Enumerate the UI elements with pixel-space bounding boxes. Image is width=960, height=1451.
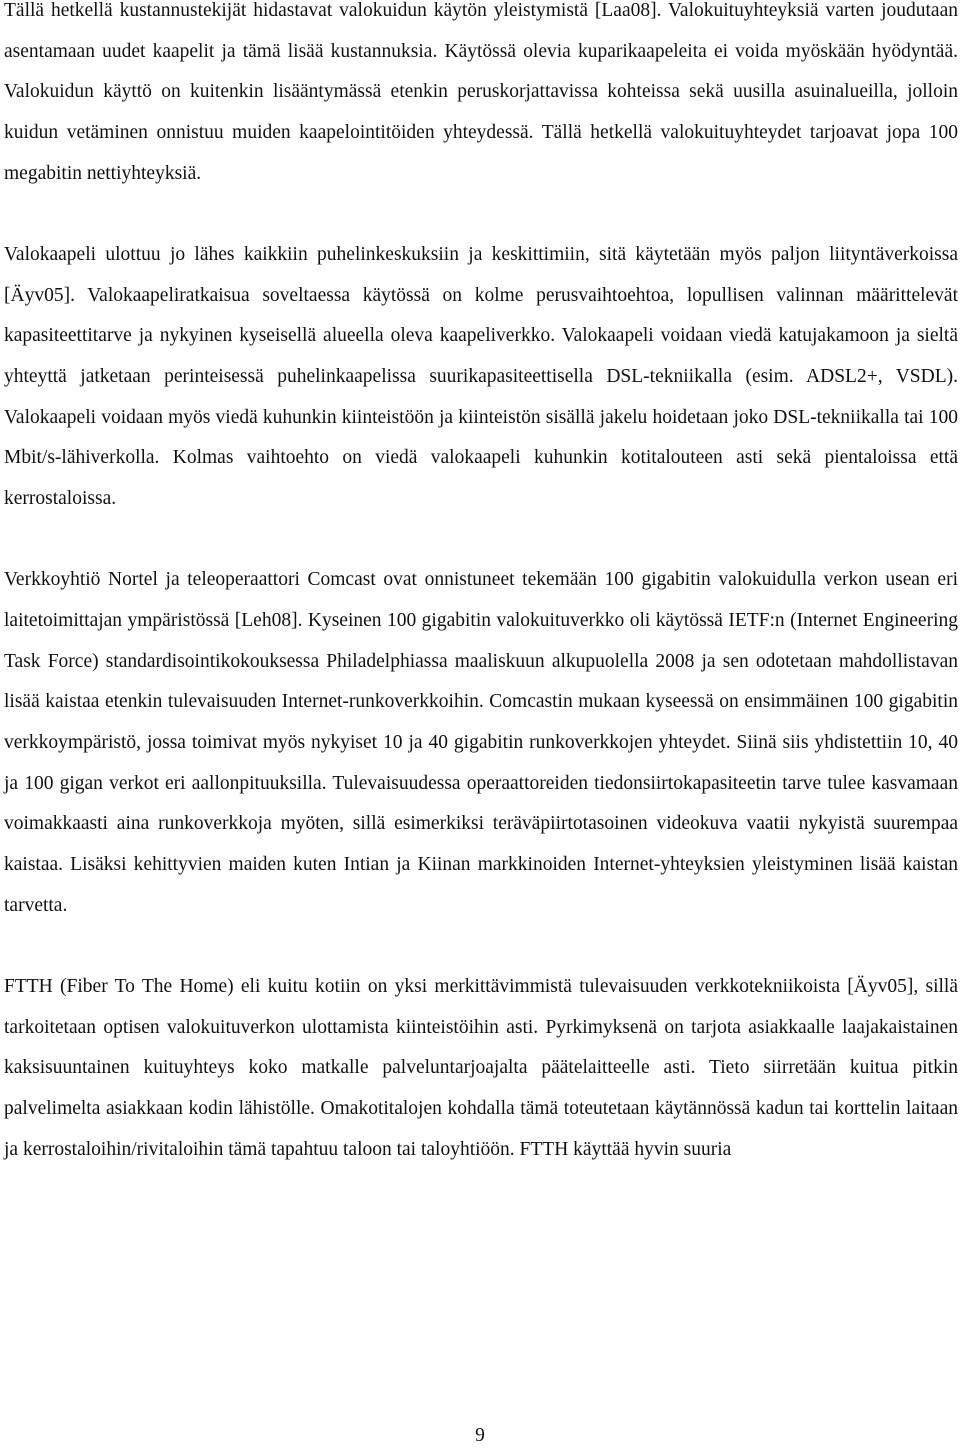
paragraph-ftth: FTTH (Fiber To The Home) eli kuitu kotiin on yksi merkittävimmistä tulevaisuuden verkkotekniikoista [Äyv05], sillä tarkoitetaan optisen valokuituverkon ulottamista kiinteistöihin asti. Pyrkimyksenä on tarjota asiakkaalle laajakaistainen kaksisuuntainen kuituyhteys koko matkalle palveluntarjoajalta päätelaitteelle asti. Tieto siirretään kuitua pitkin palvelimelta asiakkaan kodin lähistölle. Omakotitalojen kohdalla tämä toteutetaan käytännössä kadun tai korttelin laitaan ja kerrostaloihin/rivitaloihin tämä tapahtuu taloon tai taloyhtiöön. FTTH käyttää hyvin suuria — [4, 976, 958, 1160]
page-number: 9 — [475, 1425, 485, 1446]
paragraph-fiber-costs: Tällä hetkellä kustannustekijät hidastavat valokuidun käytön yleistymistä [Laa08]. Valokuituyhteyksiä varten joudutaan asentamaan uudet kaapelit ja tämä lisää kustannuksia. Käytössä olevia kuparikaapeleita ei voida myöskään hyödyntää. Valokuidun käyttö on kuitenkin lisääntymässä etenkin peruskorjattavissa kohteissa sekä uusilla asuinalueilla, jolloin kuidun vetäminen onnistuu muiden kaapelointitöiden yhteydessä. Tällä hetkellä valokuituyhteydet tarjoavat jopa 100 megabitin nettiyhteyksiä. — [4, 0, 958, 184]
paragraph-fiber-cable-options: Valokaapeli ulottuu jo lähes kaikkiin puhelinkeskuksiin ja keskittimiin, sitä käytetään myös paljon liityntäverkoissa [Äyv05]. Valokaapeliratkaisua soveltaessa käytössä on kolme perusvaihtoehtoa, lopullisen valinnan määrittelevät kapasiteettitarve ja nykyinen kyseisellä alueella oleva kaapeliverkko. Valokaapeli voidaan viedä katujakamoon ja sieltä yhteyttä jatketaan perinteisessä puhelinkaapelissa suurikapasiteettisella DSL-tekniikalla (esim. ADSL2+, VSDL). Valokaapeli voidaan myös viedä kuhunkin kiinteistöön ja kiinteistön sisällä jakelu hoidetaan joko DSL-tekniikalla tai 100 Mbit/s-lähiverkolla. Kolmas vaihtoehto on viedä valokaapeli kuhunkin kotitalouteen asti sekä pientaloissa että kerrostaloissa. — [4, 243, 958, 510]
paragraph-100-gigabit-network: Verkkoyhtiö Nortel ja teleoperaattori Comcast ovat onnistuneet tekemään 100 gigabitin valokuidulla verkon usean eri laitetoimittajan ympäristössä [Leh08]. Kyseinen 100 gigabitin valokuituverkko oli käytössä IETF:n (Internet Engineering Task Force) standardisointikokouksessa Philadelphiassa maaliskuun alkupuolella 2008 ja sen odotetaan mahdollistavan lisää kaistaa etenkin tulevaisuuden Internet-runkoverkkoihin. Comcastin mukaan kyseessä on ensimmäinen 100 gigabitin verkkoympäristö, jossa toimivat myös nykyiset 10 ja 40 gigabitin runkoverkkojen yhteydet. Siinä siis yhdistettiin 10, 40 ja 100 gigan verkot eri aallonpituuksilla. Tulevaisuudessa operaattoreiden tiedonsiirtokapasiteetin tarve tulee kasvamaan voimakkaasti aina runkoverkkoja myöten, sillä esimerkiksi teräväpiirtotasoinen videokuva vaatii nykyistä suurempaa kaistaa. Lisäksi kehittyvien maiden kuten Intian ja Kiinan markkinoiden Internet-yhteyksien yleistyminen lisää kaistan tarvetta. — [4, 569, 958, 916]
document-page — [4, 0, 958, 1171]
